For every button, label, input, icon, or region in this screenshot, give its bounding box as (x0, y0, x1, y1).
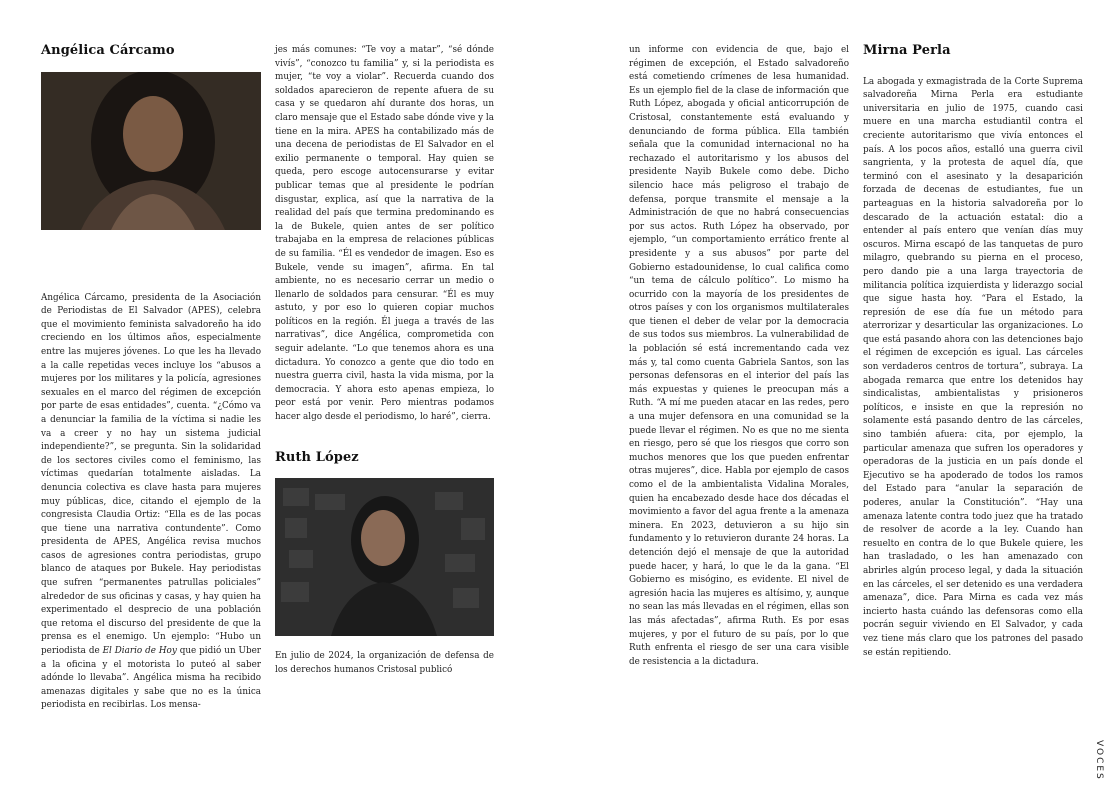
column-2 (275, 44, 494, 677)
ruth-body-1: En julio de 2024, la organización de defensa de los derechos humanos Cristosal publicó (275, 651, 494, 675)
photo-angelica-carcamo (41, 72, 261, 230)
portrait-ruth-graphic (275, 478, 494, 636)
column-3 (629, 44, 849, 669)
portrait-angelica-graphic (41, 72, 261, 230)
heading-angelica: Angélica Cárcamo (41, 43, 175, 58)
ruth-body-2: un informe con evidencia de que, bajo el régimen de excepción, el Estado salvadoreño está cometiendo crímenes de lesa humanidad. Es un ejemplo fiel de la clase de información que Ruth López, abogada y oficial anticorrupción de Cristosal, constantemente está evaluando y denunciando de forma pública. Ella también señala que la comunidad internacional no ha rechazado el autoritarismo y los abusos del presidente Nayib Bukele como debe. Dicho silencio hace más peligroso el trabajo de defensa, porque transmite el mensaje a la Administración de que no habrá consecuencias por sus actos. Ruth López ha observado, por ejemplo, “un comportamiento errático frente al presidente y a sus abusos” por parte del Gobierno estadounidense, lo cual califica como “un tema de cálculo político”. Lo mismo ha ocurrido con la mayoría de los presidentes de otros países y con los organismos multilaterales que tienen el deber de velar por la democracia de sus todos sus miembros. La vulnerabilidad de la población sé está incrementando cada vez más y, tal como cuenta Gabriela Santos, son las personas defensoras en el interior del país las más expuestas y quienes le preocupan más a Ruth. “A mí me pueden atacar en las redes, pero a una mujer defensora en una comunidad se la puede llevar el régimen. No es que no me sienta en riesgo, pero sé que los riesgos que corro son muchos menores que los que pueden enfrentar otras mujeres”, dice. Habla por ejemplo de casos como el de la ambientalista Vidalina Morales, quien ha encabezado desde hace dos décadas el movimiento a favor del agua frente a la amenaza minera. En 2023, detuvieron a su hijo sin fundamento y lo retuvieron durante 24 horas. La detención dejó el mensaje de que la autoridad puede hacer, y hará, lo que le da la gana. “El Gobierno es misógino, es evidente. El nivel de agresión hacia las mujeres es altísimo, y, aunque no sean las más llevadas en el régimen, ellas son las más afectadas”, afirma Ruth. Es por esas mujeres, y por el futuro de su país, por lo que Ruth enfrenta el riesgo de ser una cara visible de resistencia a la dictadura. (629, 45, 849, 667)
column-1 (41, 44, 261, 713)
section-side-label: VOCES (1094, 740, 1104, 781)
heading-mirna: Mirna Perla (863, 43, 951, 58)
photo-ruth-lopez (275, 478, 494, 636)
heading-ruth: Ruth López (275, 449, 359, 465)
mirna-body: La abogada y exmagistrada de la Corte Suprema salvadoreña Mirna Perla era estudiante universitaria en julio de 1975, cuando casi muere en una marcha estudiantil contra el creciente autoritarismo que vivía entonces el país. A los pocos años, estalló una guerra civil sangrienta, y la protesta de aquel día, que terminó con el asesinato y la desaparición forzada de decenas de estudiantes, fue un parteaguas en la historia salvadoreña por lo descarado de la actuación estatal: dio a entender al país entero que venían días muy oscuros. Mirna escapó de las tanquetas de puro milagro, quebrando su pierna en el proceso, pero dando pie a una larga trayectoria de militancia política izquierdista y liderazgo social que sigue hasta hoy. “Para el Estado, la represión de ese día fue un método para aterrorizar y desarticular las organizaciones. Lo que está pasando ahora con las detenciones bajo el régimen de excepción es igual. Las cárceles son verdaderos centros de tortura”, subraya. La abogada remarca que entre los detenidos hay sindicalistas, ambientalistas y prisioneros políticos, e insiste en que la represión no solamente está pasando dentro de las cárceles, sino también afuera: cita, por ejemplo, la particular amenaza que sufren los operadores y operadoras de la justicia en un país donde el Ejecutivo se ha apoderado de todos los ramos del Estado para “anular la separación de poderes, anular la Constitución”. “Hay una amenaza latente contra todo juez que ha tratado de resolver de acorde a la ley. Cuando han resuelto en contra de lo que Bukele quiere, les han trasladado, o les han amenazado con abrirles algún proceso legal, y dada la situación en las cárceles, el ser detenido es una verdadera amenaza”, dice. Para Mirna es cada vez más incierto hasta cuándo las defensoras como ella pocrán seguir viviendo en El Salvador, y cada vez tiene más claro que los patrones del pasado se están repitiendo. (863, 76, 1083, 658)
angelica-body-1: Angélica Cárcamo, presidenta de la Asociación de Periodistas de El Salvador (APES), celebra que el movimiento feminista salvadoreño ha ido creciendo en los últimos años, especialmente entre las mujeres jóvenes. Lo que les ha llevado a la calle repetidas veces incluye los “abusos a mujeres por los militares y la policía, agresiones sexuales en el marco del régimen de excepción por parte de esas entidades”, cuenta. “¿Cómo va a denunciar la familia de la víctima si nadie les va a creer y no hay un sistema judicial independiente?”, se pregunta. Sin la solidaridad de los sectores civiles como el feminismo, las víctimas quedarían totalmente aisladas. La denuncia colectiva es clave hasta para mujeres muy públicas, dice, citando el ejemplo de la congresista Claudia Ortiz: “Ella es de las pocas que tiene una narrativa contundente”. Como presidenta de APES, Angélica revisa muchos casos de agresiones contra periodistas, grupo blanco de ataques por Bukele. Hay periodistas que sufren “permanentes patrullas policiales” alrededor de sus oficinas y casas, y hay quien ha experimentado el desprecio de una población que retoma el discurso del presidente de que la prensa es el enemigo. Un ejemplo: “Hubo un periodista de El Diario de Hoy que pidió un Uber a la oficina y el motorista lo puteó al saber adónde lo llevaba”. Angélica misma ha recibido amenazas digitales y sabe que no es la única periodista en recibirlas. Los mensa- (41, 292, 261, 711)
angelica-body-2: jes más comunes: “Te voy a matar”, “sé dónde vivís”, “conozco tu familia” y, si la periodista es mujer, “te voy a violar”. Recuerda cuando dos soldados aparecieron de repente afuera de su casa y se quedaron ahí durante dos horas, un claro mensaje que el Estado sabe dónde vive y la tiene en la mira. APES ha contabilizado más de una decena de periodistas de El Salvador en el exilio permanente o temporal. Hay quien se queda, pero escoge autocensurarse y evitar publicar temas que al presidente le podrían disgustar, explica, así que la narrativa de la realidad del país que termina predominando es la de Bukele, quien antes de ser político trabajaba en la empresa de relaciones públicas de su familia. “Él es vendedor de imagen. Eso es Bukele, vende su imagen”, afirma. En tal ambiente, no es necesario cerrar un medio o llenarlo de soldados para censurar. “Él es muy astuto, y por eso lo quieren copiar muchos políticos en la región. Él juega a través de las narrativas”, dice Angélica, comprometida con seguir adelante. “Lo que tenemos ahora es una dictadura. Yo conozco a gente que dio todo en nuestra guerra civil, hasta la vida misma, por la democracia. Y ahora esto apenas empieza, lo peor está por venir. Pero mientras podamos hacer algo desde el periodismo, lo haré”, cierra. (275, 45, 494, 423)
column-4 (863, 44, 1083, 660)
